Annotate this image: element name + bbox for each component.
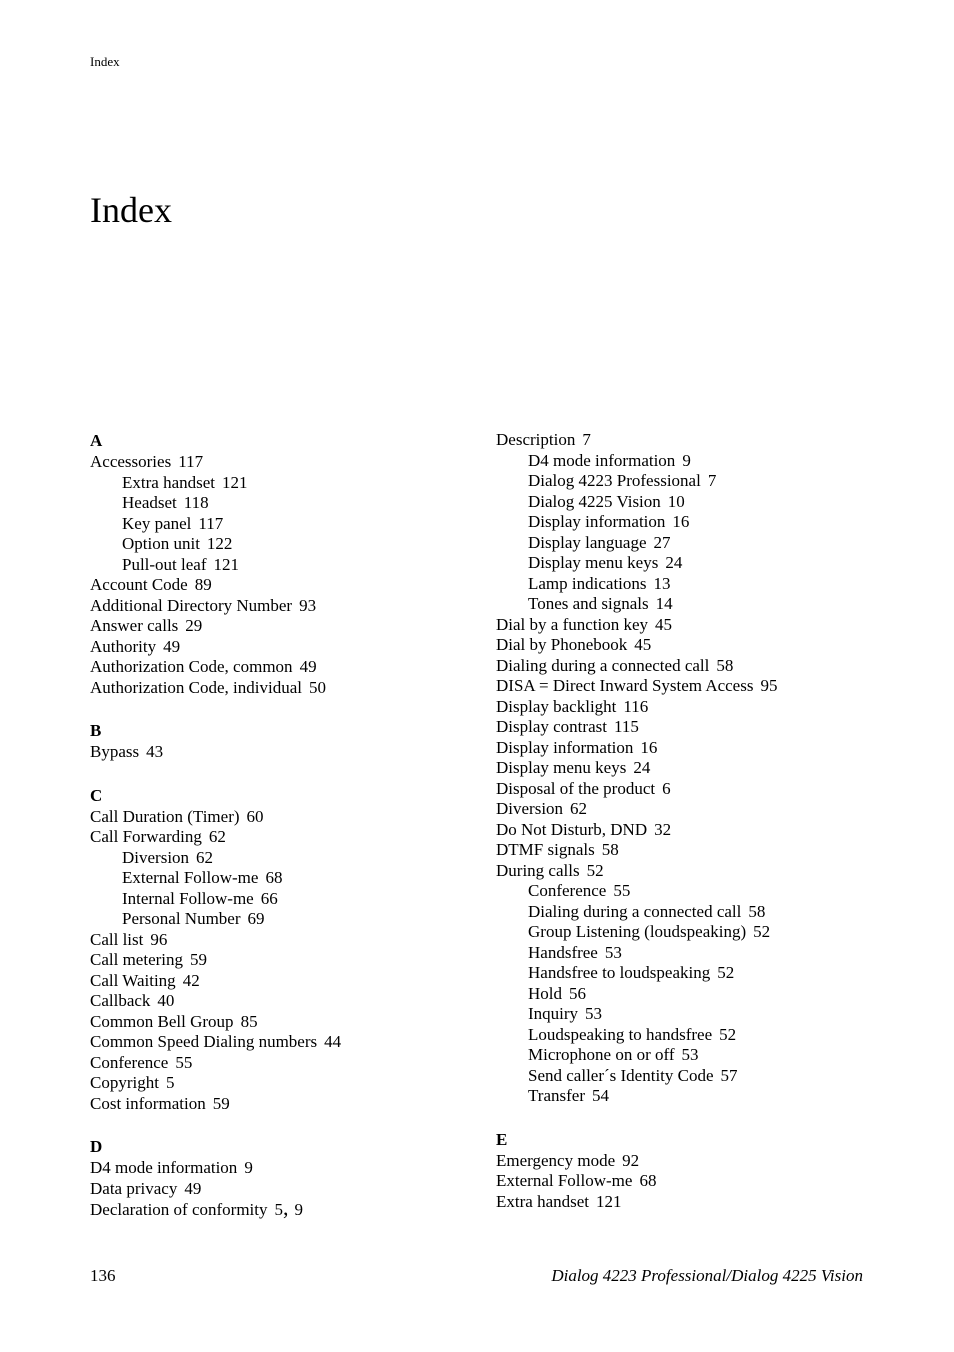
page-number-ref: 55 <box>613 881 631 900</box>
entry-pages <box>633 758 650 777</box>
entry-pages <box>175 1053 192 1072</box>
page-number-ref: 7 <box>707 471 717 490</box>
index-entry <box>90 1032 480 1053</box>
entry-pages <box>760 676 777 695</box>
index-section <box>496 1129 896 1213</box>
entry-term: Send caller´s Identity Code <box>528 1065 714 1085</box>
entry-pages <box>623 697 648 716</box>
page-number-ref: 93 <box>299 595 317 615</box>
entry-term: Emergency mode <box>496 1150 616 1170</box>
page-number-ref: 49 <box>163 636 181 656</box>
page-number-ref: 121 <box>222 472 248 492</box>
page-number-ref: 49 <box>184 1178 202 1198</box>
index-entry <box>496 1151 896 1172</box>
page-number-ref: 56 <box>569 983 586 1003</box>
page-number-ref: 45 <box>634 635 652 654</box>
index-column-left <box>90 430 480 1243</box>
index-subentry <box>496 1025 896 1046</box>
entry-pages <box>195 575 212 594</box>
section-letter: E <box>496 1129 508 1149</box>
index-entry <box>90 678 480 699</box>
entry-pages <box>596 1192 622 1211</box>
entry-term: D4 mode information <box>90 1158 238 1177</box>
entry-pages <box>214 555 240 574</box>
entry-term: Disposal of the product <box>496 778 656 798</box>
index-subentry <box>496 512 896 533</box>
index-section <box>90 430 480 698</box>
entry-term: Call Duration (Timer) <box>90 806 240 826</box>
entry-term: Conference <box>528 881 607 900</box>
entry-term: Display contrast <box>496 717 607 736</box>
entry-term: External Follow-me <box>122 868 259 887</box>
index-subentry <box>90 534 480 555</box>
page-number-ref: 68 <box>639 1171 657 1190</box>
page-number-ref: 68 <box>265 868 283 887</box>
entry-pages <box>190 950 207 969</box>
index-entry <box>90 637 480 658</box>
entry-pages <box>605 943 622 962</box>
page-number-ref: 29 <box>185 616 203 635</box>
index-subentry <box>496 574 896 595</box>
page-number-ref: 62 <box>208 827 226 846</box>
entry-pages <box>222 473 248 492</box>
page-number-ref: 50 <box>309 677 326 697</box>
index-entry <box>90 1195 480 1221</box>
entry-pages <box>150 930 167 949</box>
page-number-ref: 121 <box>213 554 240 574</box>
index-entry <box>90 596 480 617</box>
page-number-ref: 9 <box>682 450 691 470</box>
entry-pages <box>196 848 213 867</box>
index-entry <box>90 991 480 1012</box>
page-number-ref: 54 <box>591 1086 609 1105</box>
entry-pages <box>209 827 226 846</box>
page-number-ref: 53 <box>681 1045 699 1064</box>
index-entry <box>496 758 896 779</box>
entry-pages <box>753 922 770 941</box>
entry-pages <box>569 984 586 1003</box>
page-number-ref: 44 <box>324 1032 342 1051</box>
page-number-ref: 14 <box>655 594 673 613</box>
index-entry <box>90 657 480 678</box>
index-entry <box>90 807 480 828</box>
page-number-ref: 59 <box>190 950 208 969</box>
entry-pages <box>602 840 619 859</box>
page-number-ref: 52 <box>717 963 735 982</box>
page-number-ref: 121 <box>596 1191 622 1211</box>
entry-term: Personal Number <box>122 909 241 928</box>
index-entry <box>496 820 896 841</box>
entry-term: Display menu keys <box>528 553 659 572</box>
entry-term: Handsfree <box>528 942 598 962</box>
entry-term: Dial by Phonebook <box>496 635 628 654</box>
entry-pages <box>570 799 587 818</box>
index-subentry <box>90 555 480 576</box>
index-subentry <box>496 492 896 513</box>
entry-pages <box>656 594 673 613</box>
entry-pages <box>241 1012 258 1031</box>
index-entry <box>90 452 480 473</box>
section-letter: A <box>90 431 103 450</box>
entry-term: Display information <box>496 737 634 757</box>
index-entry <box>496 697 896 718</box>
index-subentry <box>496 1066 896 1087</box>
index-subentry <box>496 984 896 1005</box>
entry-term: Accessories <box>90 452 172 471</box>
page-number-ref: 92 <box>622 1150 640 1170</box>
entry-term: Extra handset <box>122 472 215 492</box>
entry-term: Dialog 4225 Vision <box>528 491 661 511</box>
entry-term: Dialing during a connected call <box>528 901 742 921</box>
entry-term: Answer calls <box>90 616 179 635</box>
section-letter: B <box>90 721 102 740</box>
entry-term: Inquiry <box>528 1004 579 1023</box>
index-entry <box>90 742 480 763</box>
entry-pages <box>247 807 264 826</box>
entry-term: Dialog 4223 Professional <box>528 471 701 490</box>
running-head: Index <box>90 54 120 69</box>
entry-term: Headset <box>122 493 177 512</box>
page-number-ref: 16 <box>672 512 690 531</box>
page-number-ref: 49 <box>299 657 317 676</box>
index-entry <box>496 1192 896 1213</box>
entry-term: DISA = Direct Inward System Access <box>496 676 754 695</box>
page-number-ref: 115 <box>613 717 639 736</box>
entry-term: Dialing during a connected call <box>496 655 710 675</box>
index-section <box>90 720 480 763</box>
entry-term: Authority <box>90 636 157 656</box>
index-subentry <box>90 868 480 889</box>
entry-pages <box>682 451 691 470</box>
page-number-ref: 32 <box>654 819 672 839</box>
entry-pages <box>662 779 671 798</box>
entry-term: Declaration of conformity <box>90 1200 268 1219</box>
index-subentry <box>90 909 480 930</box>
entry-term: Call Forwarding <box>90 827 202 846</box>
page-separator: , <box>283 1195 289 1220</box>
page-number-ref: 42 <box>182 970 200 990</box>
page-number-ref: 24 <box>633 758 651 777</box>
page-number-ref: 57 <box>720 1065 738 1085</box>
index-section <box>496 430 896 1107</box>
page-number-ref: 40 <box>157 991 175 1010</box>
page-number-ref: 52 <box>753 922 771 941</box>
section-letter: D <box>90 1137 103 1156</box>
entry-term: Diversion <box>496 799 564 818</box>
entry-term: Handsfree to loudspeaking <box>528 963 711 982</box>
page-number-ref: 53 <box>604 942 622 962</box>
entry-pages <box>184 493 209 512</box>
entry-term: Lamp indications <box>528 573 647 593</box>
entry-pages <box>622 1151 639 1170</box>
page-number-ref: 89 <box>194 575 212 594</box>
entry-term: Copyright <box>90 1073 159 1092</box>
page-number-ref: 117 <box>198 513 224 533</box>
entry-term: Loudspeaking to handsfree <box>528 1024 713 1044</box>
entry-pages <box>613 881 630 900</box>
entry-pages <box>157 991 174 1010</box>
index-entry <box>90 1012 480 1033</box>
entry-pages <box>184 1179 201 1198</box>
entry-term: Display menu keys <box>496 758 627 777</box>
entry-pages <box>207 534 233 553</box>
entry-term: Internal Follow-me <box>122 888 254 908</box>
index-subentry <box>496 451 896 472</box>
index-entry <box>496 840 896 861</box>
entry-pages <box>654 574 671 593</box>
index-entry <box>90 930 480 951</box>
index-entry <box>496 430 896 451</box>
entry-term: Option unit <box>122 534 200 553</box>
page-title: Index <box>90 190 172 230</box>
entry-pages <box>300 657 317 676</box>
page-number-ref: 69 <box>247 909 265 928</box>
entry-term: Microphone on or off <box>528 1045 675 1064</box>
index-entry <box>496 656 896 677</box>
entry-pages <box>665 553 682 572</box>
entry-pages <box>178 452 203 471</box>
page-number-ref: 95 <box>760 676 778 695</box>
index-subentry <box>496 594 896 615</box>
page-number-ref: 58 <box>601 840 619 859</box>
entry-pages <box>213 1094 230 1113</box>
index-entry <box>496 635 896 656</box>
index-section <box>90 785 480 1115</box>
entry-term: Common Speed Dialing numbers <box>90 1032 318 1051</box>
entry-term: DTMF signals <box>496 840 595 859</box>
entry-term: Key panel <box>122 513 192 533</box>
entry-pages <box>716 656 733 675</box>
entry-term: Conference <box>90 1052 169 1072</box>
entry-pages <box>655 615 672 634</box>
index-entry <box>496 717 896 738</box>
entry-term: Call list <box>90 929 144 949</box>
index-entry <box>90 616 480 637</box>
entry-pages <box>668 492 685 511</box>
page-number-ref: 9 <box>294 1200 303 1219</box>
page-number-ref: 58 <box>748 901 766 921</box>
page-number-ref: 55 <box>175 1052 193 1072</box>
page-number-ref: 6 <box>662 778 671 798</box>
page-number-ref: 5 <box>274 1200 283 1219</box>
entry-pages <box>299 596 316 615</box>
entry-term: Hold <box>528 983 562 1003</box>
entry-term: Diversion <box>122 847 190 867</box>
page-number-ref: 116 <box>623 696 649 716</box>
entry-term: Dial by a function key <box>496 614 649 634</box>
entry-term: Call Waiting <box>90 970 176 990</box>
entry-pages <box>185 616 202 635</box>
entry-pages <box>309 678 326 697</box>
index-entry <box>90 1053 480 1074</box>
page-number-ref: 53 <box>585 1004 603 1023</box>
index-subentry <box>496 1045 896 1066</box>
page-number-ref: 52 <box>719 1024 737 1044</box>
entry-term: During calls <box>496 860 580 880</box>
entry-pages <box>719 1025 736 1044</box>
entry-pages <box>587 861 604 880</box>
entry-pages <box>654 820 671 839</box>
page-number-ref: 9 <box>244 1158 253 1177</box>
entry-pages <box>654 533 671 552</box>
index-entry <box>496 676 896 697</box>
index-entry <box>496 799 896 820</box>
entry-pages <box>265 868 282 887</box>
entry-pages <box>163 637 180 656</box>
entry-term: Display backlight <box>496 696 617 716</box>
entry-term: Callback <box>90 991 151 1010</box>
index-entry <box>90 575 480 596</box>
index-subentry <box>496 533 896 554</box>
entry-term: External Follow-me <box>496 1171 633 1190</box>
index-entry <box>90 1158 480 1179</box>
index-entry <box>496 738 896 759</box>
entry-term: Extra handset <box>496 1191 589 1211</box>
entry-pages <box>183 971 200 990</box>
index-entry <box>496 779 896 800</box>
entry-pages <box>244 1158 253 1177</box>
section-letter: C <box>90 785 103 805</box>
index-entry <box>496 861 896 882</box>
entry-pages <box>198 514 223 533</box>
entry-term: Description <box>496 430 576 449</box>
index-entry <box>90 1094 480 1115</box>
index-subentry <box>90 889 480 910</box>
index-subentry <box>496 553 896 574</box>
page-number-ref: 85 <box>240 1011 258 1031</box>
entry-pages <box>146 742 163 761</box>
entry-pages <box>748 902 765 921</box>
entry-term: Data privacy <box>90 1178 178 1198</box>
entry-term: Do Not Disturb, DND <box>496 819 648 839</box>
entry-pages <box>634 635 651 654</box>
index-subentry <box>90 848 480 869</box>
page-number-ref: 7 <box>582 430 591 449</box>
page-number-ref: 45 <box>655 614 673 634</box>
entry-pages <box>585 1004 602 1023</box>
page-number-ref: 122 <box>206 534 233 553</box>
entry-term: Bypass <box>90 742 140 761</box>
page-number-ref: 16 <box>640 737 658 757</box>
index-subentry <box>496 943 896 964</box>
entry-pages <box>640 738 657 757</box>
page-number-ref: 27 <box>653 532 671 552</box>
entry-pages <box>672 512 689 531</box>
entry-term: Display information <box>528 512 666 531</box>
entry-term: Cost information <box>90 1093 206 1113</box>
index-subentry <box>496 922 896 943</box>
page-number-ref: 59 <box>212 1093 230 1113</box>
entry-pages <box>592 1086 609 1105</box>
index-subentry <box>496 881 896 902</box>
entry-term: Common Bell Group <box>90 1011 234 1031</box>
index-subentry <box>496 902 896 923</box>
entry-term: Tones and signals <box>528 594 649 613</box>
entry-pages <box>166 1073 175 1092</box>
entry-term: Authorization Code, individual <box>90 677 302 697</box>
entry-pages <box>248 909 265 928</box>
entry-term: Call metering <box>90 950 184 969</box>
index-subentry <box>496 1086 896 1107</box>
entry-term: Group Listening (loudspeaking) <box>528 922 747 941</box>
entry-pages <box>717 963 734 982</box>
page-number-ref: 60 <box>246 806 264 826</box>
page-number-ref: 96 <box>150 929 168 949</box>
entry-term: Transfer <box>528 1086 585 1105</box>
entry-pages <box>582 430 591 449</box>
index-subentry <box>496 471 896 492</box>
page-number-ref: 66 <box>260 888 278 908</box>
entry-pages <box>261 889 278 908</box>
entry-term: Authorization Code, common <box>90 657 293 676</box>
entry-term: Account Code <box>90 575 188 594</box>
index-column-right <box>496 430 896 1234</box>
index-subentry <box>90 493 480 514</box>
index-subentry <box>90 514 480 535</box>
entry-term: Pull-out leaf <box>122 554 207 574</box>
index-subentry <box>496 963 896 984</box>
index-entry <box>496 1171 896 1192</box>
index-entry <box>90 971 480 992</box>
page-number-ref: 62 <box>570 799 588 818</box>
page-number-ref: 58 <box>716 655 734 675</box>
entry-pages <box>682 1045 699 1064</box>
page-number-ref: 13 <box>653 573 671 593</box>
entry-term: Additional Directory Number <box>90 595 293 615</box>
entry-pages <box>721 1066 738 1085</box>
entry-term: Display language <box>528 532 647 552</box>
entry-pages <box>708 471 717 490</box>
page-number-ref: 43 <box>146 742 164 761</box>
entry-term: D4 mode information <box>528 450 676 470</box>
page-number-ref: 52 <box>586 860 604 880</box>
entry-pages <box>639 1171 656 1190</box>
entry-pages <box>614 717 639 736</box>
index-section <box>90 1136 480 1221</box>
index-subentry <box>496 1004 896 1025</box>
page-number-ref: 118 <box>183 493 209 512</box>
entry-pages <box>324 1032 341 1051</box>
product-title: Dialog 4223 Professional/Dialog 4225 Vision <box>551 1266 863 1285</box>
index-entry <box>90 950 480 971</box>
index-subentry <box>90 473 480 494</box>
index-entry <box>496 615 896 636</box>
entry-pages <box>274 1195 304 1220</box>
page-number-ref: 117 <box>178 452 204 471</box>
page-number-ref: 5 <box>165 1073 175 1092</box>
page-number-ref: 10 <box>667 491 685 511</box>
index-entry <box>90 1073 480 1094</box>
index-entry <box>90 827 480 848</box>
page-number-ref: 24 <box>665 553 683 572</box>
page-number: 136 <box>90 1266 116 1285</box>
page-number-ref: 62 <box>196 847 214 867</box>
